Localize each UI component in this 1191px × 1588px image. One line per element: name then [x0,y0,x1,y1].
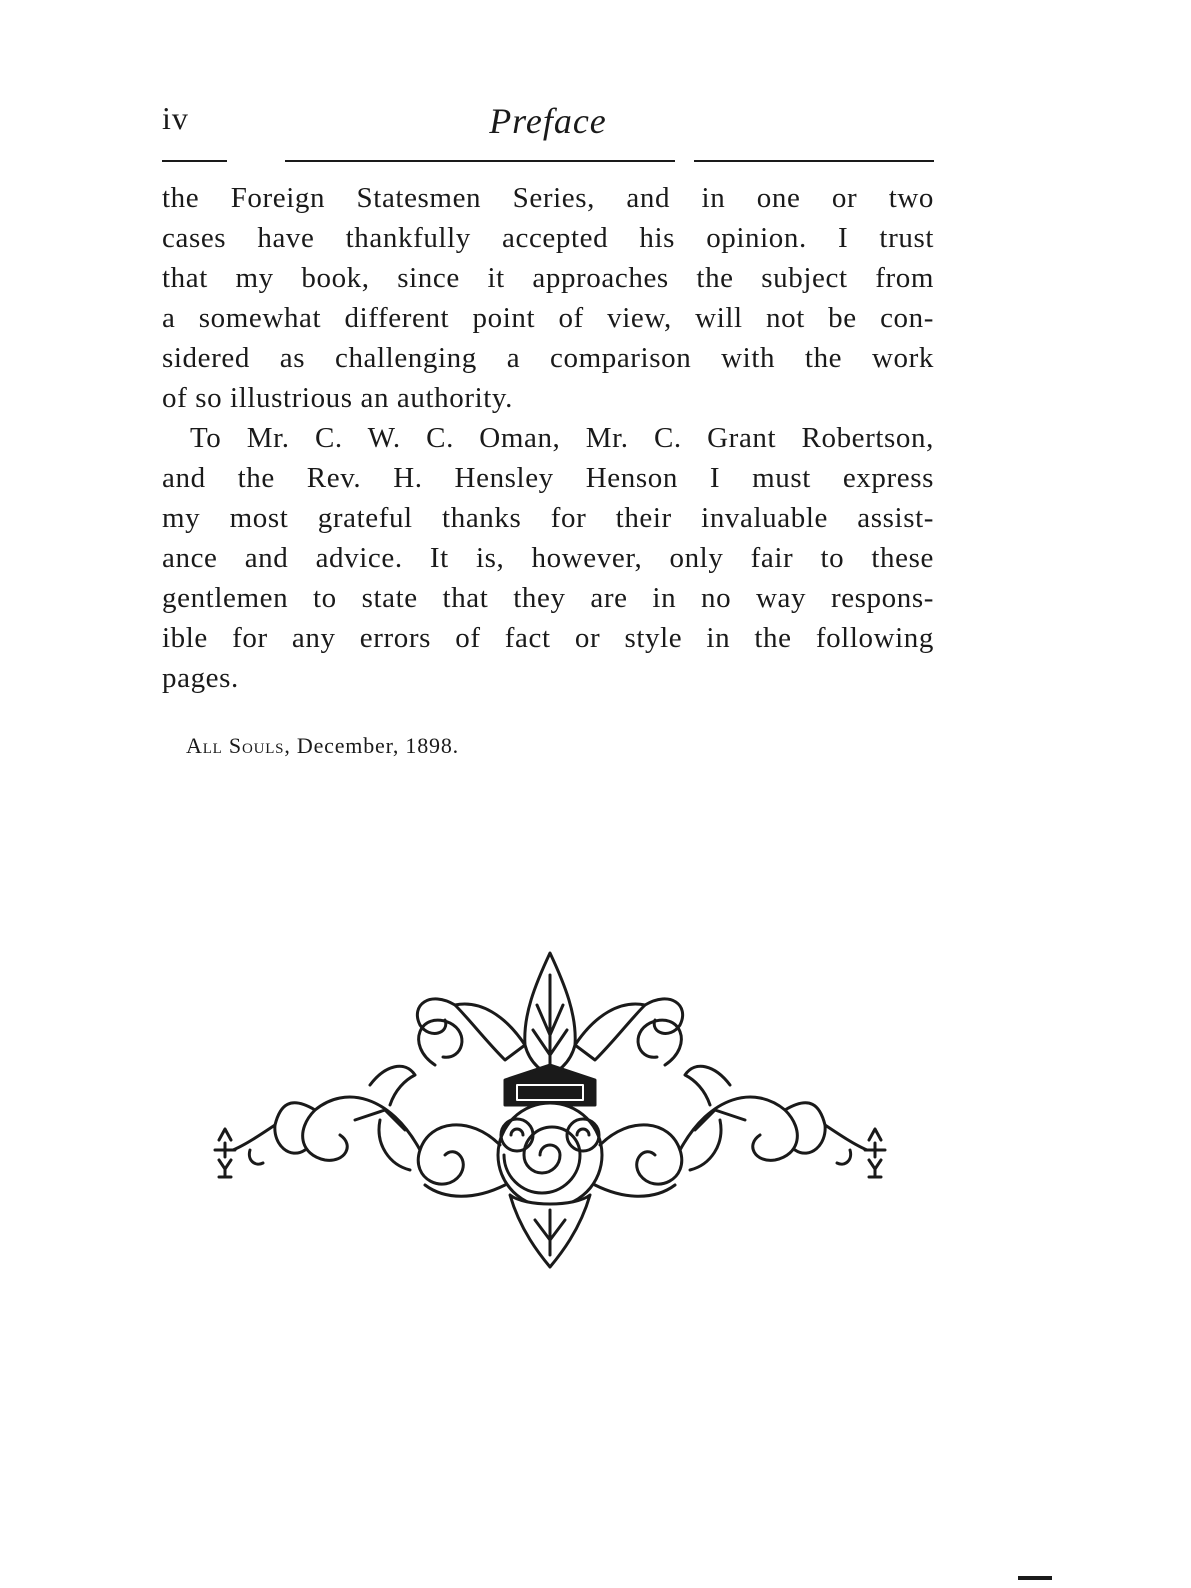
text-line: gentlemen to state that they are in no way respons- [162,582,934,614]
page-number: iv [162,100,189,136]
text-line: and the Rev. H. Hensley Henson I must express [162,462,934,494]
text-line: ible for any errors of fact or style in the following [162,622,934,654]
text-line: that my book, since it approaches the subject from [162,262,934,294]
header-rule [285,160,675,162]
running-title: Preface [489,101,607,141]
text-line: To Mr. C. W. C. Oman, Mr. C. Grant Robertson, [190,422,934,454]
scan-edge-mark [1018,1576,1052,1580]
preface-body [162,178,934,698]
floral-tailpiece-icon [205,945,895,1275]
running-head [162,100,934,150]
text-line: the Foreign Statesmen Series, and in one or two [162,182,934,214]
signoff-date: , December, 1898. [284,733,459,758]
header-rule [162,160,227,162]
text-line: sidered as challenging a comparison with the work [162,342,934,374]
header-rule [694,160,934,162]
text-line: a somewhat different point of view, will not be con- [162,302,934,334]
text-line: pages. [162,662,239,694]
signoff-place: All Souls [186,733,285,758]
text-line: cases have thankfully accepted his opinion. I trust [162,222,934,254]
text-line: of so illustrious an authority. [162,382,513,414]
text-line: my most grateful thanks for their invaluable assist- [162,502,934,534]
text-line: ance and advice. It is, however, only fair to these [162,542,934,574]
signoff [186,733,459,759]
